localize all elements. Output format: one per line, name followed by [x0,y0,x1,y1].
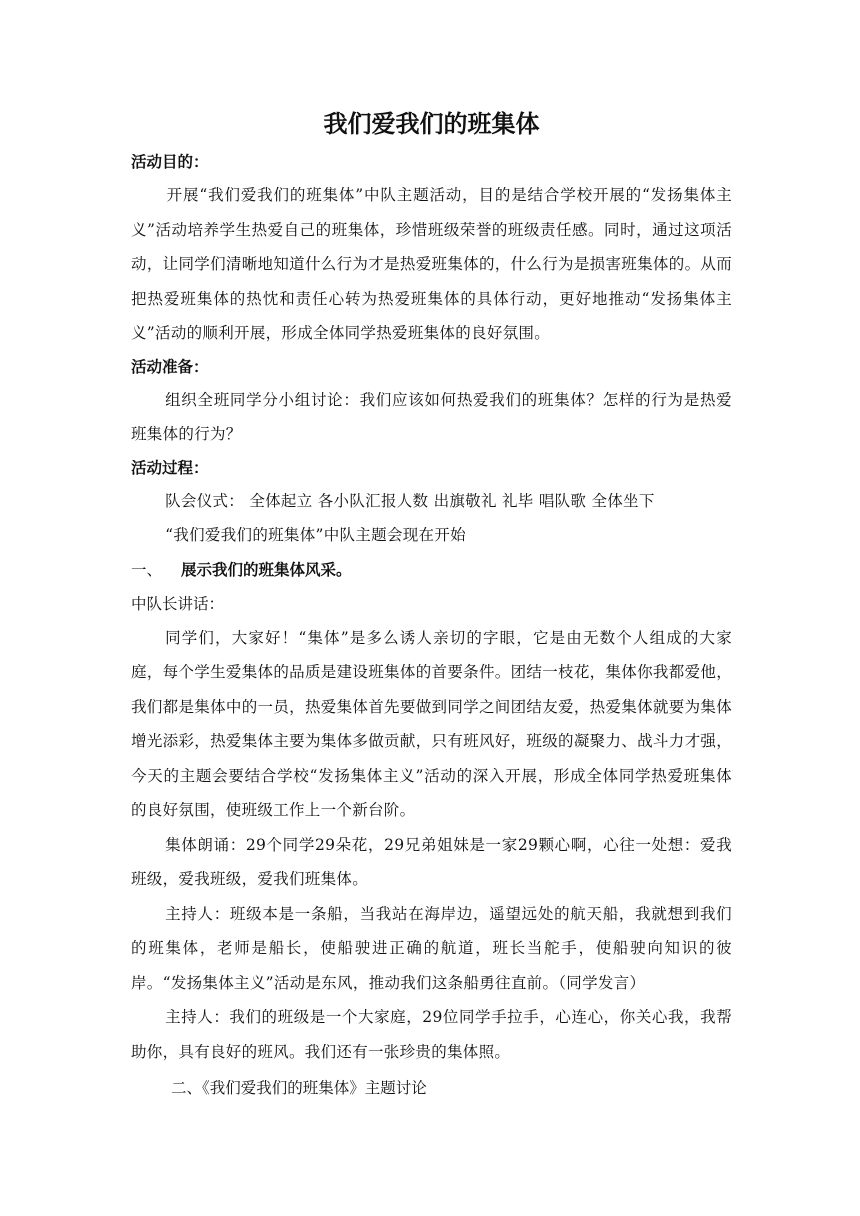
part-one-number: 一、 [131,560,163,579]
host-paragraph-1: 主持人：班级本是一条船，当我站在海岸边，遥望远处的航天船，我就想到我们的班集体，老师是船长，使船驶进正确的航道，班长当舵手，使船驶向知识的彼岸。“发扬集体主义”活动是东风，推动我们这条船勇往直前。（同学发言） [131,904,732,992]
start-line: “我们爱我们的班集体”中队主题会现在开始 [165,526,466,544]
preparation-heading: 活动准备： [131,357,209,376]
ceremony-line: 队会仪式： 全体起立 各小队汇报人数 出旗敬礼 礼毕 唱队歌 全体坐下 [165,491,655,510]
process-heading: 活动过程： [131,458,209,477]
part-two-heading: 二、《我们爱我们的班集体》主题讨论 [171,1079,427,1097]
host-paragraph-2: 主持人：我们的班级是一个大家庭，29位同学手拉手，心连心，你关心我，我帮助你，具有良好的班风。我们还有一张珍贵的集体照。 [131,1008,732,1061]
leader-label: 中队长讲话： [131,594,225,613]
recital-paragraph: 集体朗诵：29个同学29朵花，29兄弟姐妹是一家29颗心啊，心往一处想：爱我班级，爱我班级，爱我们班集体。 [131,835,732,888]
leader-speech: 同学们，大家好！“集体”是多么诱人亲切的字眼，它是由无数个人组成的大家庭，每个学生爱集体的品质是建设班集体的首要条件。团结一枝花，集体你我都爱他，我们都是集体中的一员，热爱集体首先要做到同学之间团结友爱，热爱集体就要为集体增光添彩，热爱集体主要为集体多做贡献，只有班风好，班级的凝聚力、战斗力才强，今天的主题会要结合学校“发扬集体主义”活动的深入开展，形成全体同学热爱班集体的良好氛围，使班级工作上一个新台阶。 [131,628,732,819]
part-one-heading [131,553,732,587]
part-one-title: 展示我们的班集体风采。 [181,560,352,579]
purpose-heading: 活动目的： [131,153,209,171]
preparation-paragraph: 组织全班同学分小组讨论：我们应该如何热爱我们的班集体？怎样的行为是热爱班集体的行为？ [131,390,732,443]
document-title: 我们爱我们的班集体 [323,110,540,138]
purpose-paragraph: 开展“我们爱我们的班集体”中队主题活动，目的是结合学校开展的“发扬集体主义”活动培养学生热爱自己的班集体，珍惜班级荣誉的班级责任感。同时，通过这项活动，让同学们清晰地知道什么行为才是热爱班集体的，什么行为是损害班集体的。从而把热爱班集体的热忱和责任心转为热爱班集体的具体行动，更好地推动“发扬集体主义”活动的顺利开展，形成全体同学热爱班集体的良好氛围。 [131,186,732,342]
